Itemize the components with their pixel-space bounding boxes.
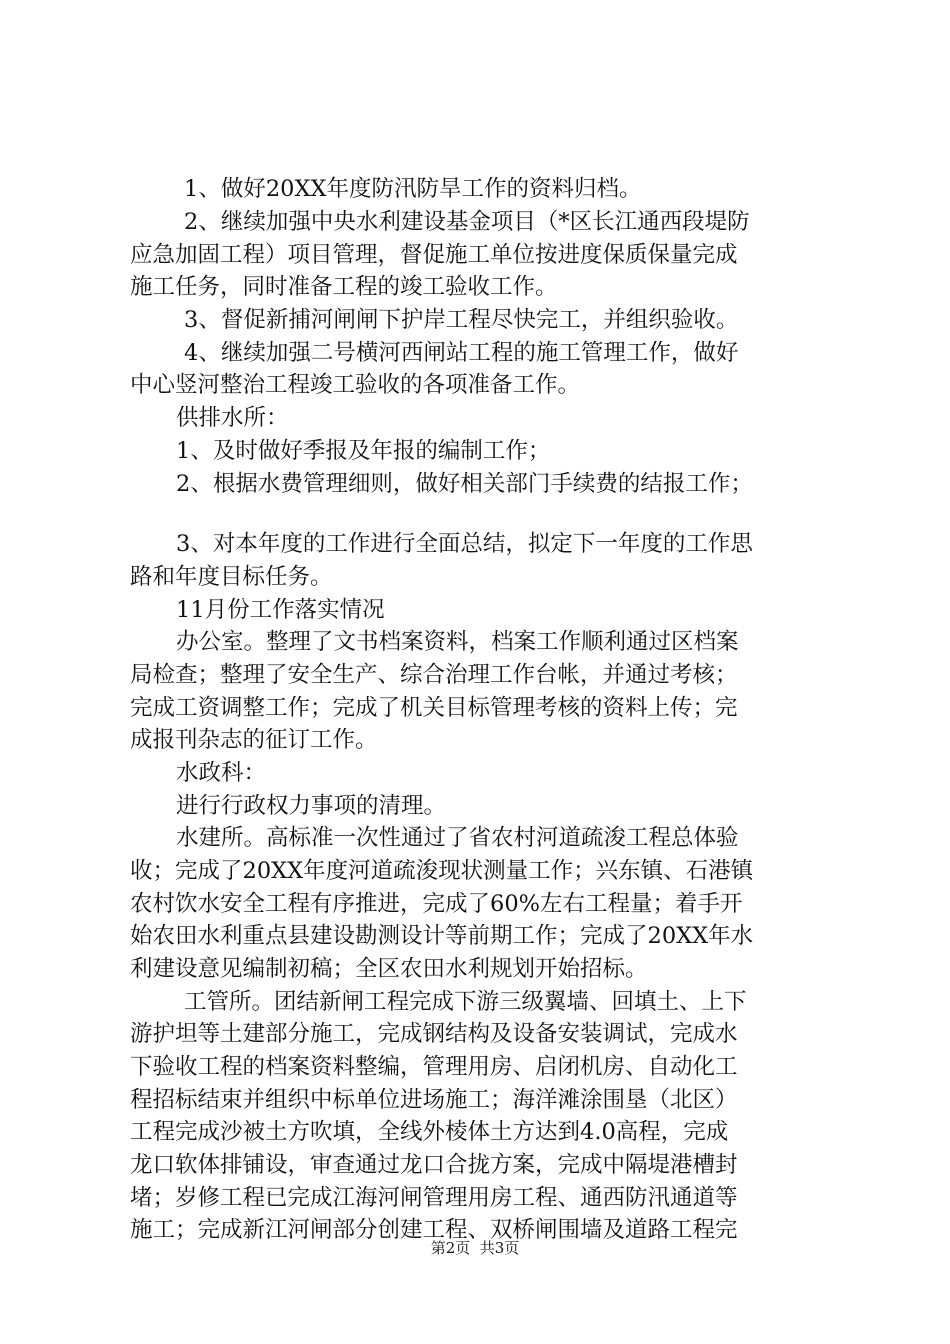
text-line: 利建设意见编制初稿；全区农田水利规划开始招标。 xyxy=(130,956,648,982)
section-heading: 供排水所： xyxy=(176,405,289,431)
text-line: 办公室。整理了文书档案资料，档案工作顺利通过区档案 xyxy=(176,629,739,655)
text-line: 2、根据水费管理细则，做好相关部门手续费的结报工作； xyxy=(176,471,753,497)
text-line: 3、对本年度的工作进行全面总结，拟定下一年度的工作思 xyxy=(176,531,753,557)
page-footer: 第2页 共3页 xyxy=(430,1239,520,1257)
text-line: 施工任务，同时准备工程的竣工验收工作。 xyxy=(130,274,558,300)
section-heading: 11月份工作落实情况 xyxy=(176,597,385,623)
text-line: 成报刊杂志的征订工作。 xyxy=(130,727,378,753)
text-line: 施工；完成新江河闸部分创建工程、双桥闸围墙及道路工程完 xyxy=(130,1217,738,1243)
text-line: 2、继续加强中央水利建设基金项目（*区长江通西段堤防 xyxy=(184,209,750,235)
text-line: 完成工资调整工作；完成了机关目标管理考核的资料上传；完 xyxy=(130,695,738,721)
section-heading: 水政科： xyxy=(176,760,267,786)
text-line: 1、做好20XX年度防汛防旱工作的资料归档。 xyxy=(184,176,642,202)
text-line: 始农田水利重点县建设勘测设计等前期工作；完成了20XX年水 xyxy=(130,923,754,949)
text-line: 4、继续加强二号横河西闸站工程的施工管理工作，做好 xyxy=(184,340,739,366)
text-line: 龙口软体排铺设，审查通过龙口合拢方案，完成中隔堤港槽封 xyxy=(130,1152,738,1178)
text-line: 工管所。团结新闸工程完成下游三级翼墙、回填土、上下 xyxy=(184,989,747,1015)
text-line: 收；完成了20XX年度河道疏浚现状测量工作；兴东镇、石港镇 xyxy=(130,858,754,884)
text-line: 堵；岁修工程已完成江海河闸管理用房工程、通西防汛通道等 xyxy=(130,1185,738,1211)
text-line: 水建所。高标准一次性通过了省农村河道疏浚工程总体验 xyxy=(176,825,739,851)
text-line: 3、督促新捕河闸闸下护岸工程尽快完工，并组织验收。 xyxy=(184,307,739,333)
text-line: 应急加固工程）项目管理，督促施工单位按进度保质保量完成 xyxy=(130,242,738,268)
text-line: 农村饮水安全工程有序推进，完成了60%左右工程量；着手开 xyxy=(130,891,743,917)
text-line: 进行行政权力事项的清理。 xyxy=(176,793,447,819)
text-line: 程招标结束并组织中标单位进场施工；海洋滩涂围垦（北区） xyxy=(130,1087,738,1113)
text-line: 中心竖河整治工程竣工验收的各项准备工作。 xyxy=(130,372,581,398)
text-line: 工程完成沙被土方吹填，全线外棱体土方达到4.0高程，完成 xyxy=(130,1119,729,1145)
text-line: 下验收工程的档案资料整编，管理用房、启闭机房、自动化工 xyxy=(130,1054,738,1080)
text-line: 路和年度目标任务。 xyxy=(130,564,333,590)
text-line: 局检查；整理了安全生产、综合治理工作台帐，并通过考核； xyxy=(130,662,738,688)
text-line: 游护坦等土建部分施工，完成钢结构及设备安装调试，完成水 xyxy=(130,1021,738,1047)
text-line: 1、及时做好季报及年报的编制工作； xyxy=(176,438,551,464)
